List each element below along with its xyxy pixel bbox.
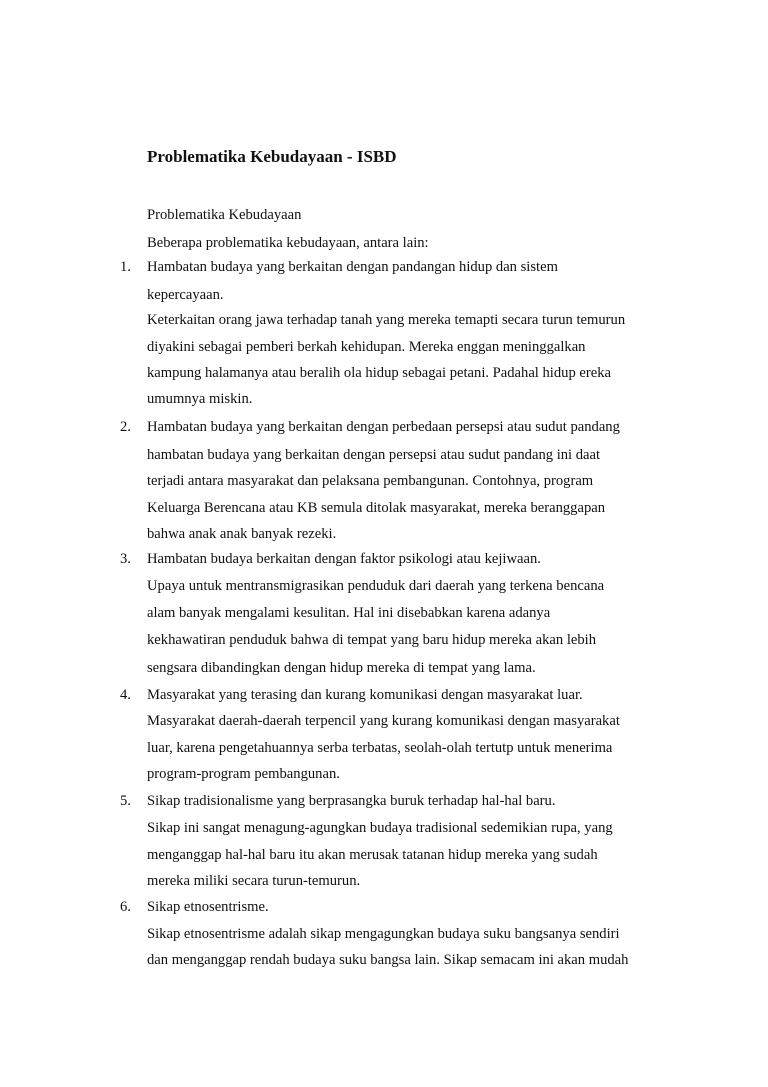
document-title: Problematika Kebudayaan - ISBD	[147, 147, 397, 166]
intro-heading: Problematika Kebudayaan	[147, 207, 302, 223]
intro-lead: Beberapa problematika kebudayaan, antara lain:	[147, 235, 429, 251]
item-number: 6.	[120, 899, 131, 915]
item-line: Hambatan budaya yang berkaitan dengan perbedaan persepsi atau sudut pandang	[147, 419, 620, 435]
item-line: terjadi antara masyarakat dan pelaksana pembangunan. Contohnya, program	[147, 473, 594, 489]
item-line: kekhawatiran penduduk bahwa di tempat yang baru hidup mereka akan lebih	[147, 632, 597, 648]
item-line: luar, karena pengetahuannya serba terbatas, seolah-olah tertutp untuk menerima	[147, 740, 613, 756]
item-line: Sikap etnosentrisme.	[147, 899, 269, 915]
item-number: 5.	[120, 793, 131, 809]
item-line: hambatan budaya yang berkaitan dengan persepsi atau sudut pandang ini daat	[147, 447, 601, 463]
item-line: menganggap hal-hal baru itu akan merusak tatanan hidup mereka yang sudah	[147, 847, 598, 863]
item-line: Sikap tradisionalisme yang berprasangka buruk terhadap hal-hal baru.	[147, 793, 556, 809]
item-line: bahwa anak anak banyak rezeki.	[147, 526, 337, 542]
item-line: Sikap etnosentrisme adalah sikap mengagungkan budaya suku bangsanya sendiri	[147, 926, 620, 942]
item-number: 3.	[120, 551, 131, 567]
item-line: program-program pembangunan.	[147, 766, 340, 782]
item-line: Hambatan budaya yang berkaitan dengan pandangan hidup dan sistem	[147, 259, 558, 275]
item-number: 1.	[120, 259, 131, 275]
item-line: Masyarakat yang terasing dan kurang komunikasi dengan masyarakat luar.	[147, 687, 583, 703]
item-line: kepercayaan.	[147, 287, 224, 303]
item-line: mereka miliki secara turun-temurun.	[147, 873, 361, 889]
item-number: 4.	[120, 687, 131, 703]
item-line: sengsara dibandingkan dengan hidup mereka di tempat yang lama.	[147, 660, 536, 676]
item-line: Masyarakat daerah-daerah terpencil yang kurang komunikasi dengan masyarakat	[147, 713, 620, 729]
item-number: 2.	[120, 419, 131, 435]
item-line: umumnya miskin.	[147, 391, 253, 407]
item-line: Hambatan budaya berkaitan dengan faktor psikologi atau kejiwaan.	[147, 551, 541, 567]
item-line: Upaya untuk mentransmigrasikan penduduk dari daerah yang terkena bencana	[147, 578, 605, 594]
item-line: dan menganggap rendah budaya suku bangsa lain. Sikap semacam ini akan mudah	[147, 952, 629, 968]
item-line: alam banyak mengalami kesulitan. Hal ini disebabkan karena adanya	[147, 605, 551, 621]
item-line: diyakini sebagai pemberi berkah kehidupan. Mereka enggan meninggalkan	[147, 339, 586, 355]
item-line: Keterkaitan orang jawa terhadap tanah yang mereka temapti secara turun temurun	[147, 312, 626, 328]
item-line: kampung halamanya atau beralih ola hidup sebagai petani. Padahal hidup ereka	[147, 365, 611, 381]
item-line: Sikap ini sangat menagung-agungkan budaya tradisional sedemikian rupa, yang	[147, 820, 613, 836]
item-line: Keluarga Berencana atau KB semula ditolak masyarakat, mereka beranggapan	[147, 500, 606, 516]
